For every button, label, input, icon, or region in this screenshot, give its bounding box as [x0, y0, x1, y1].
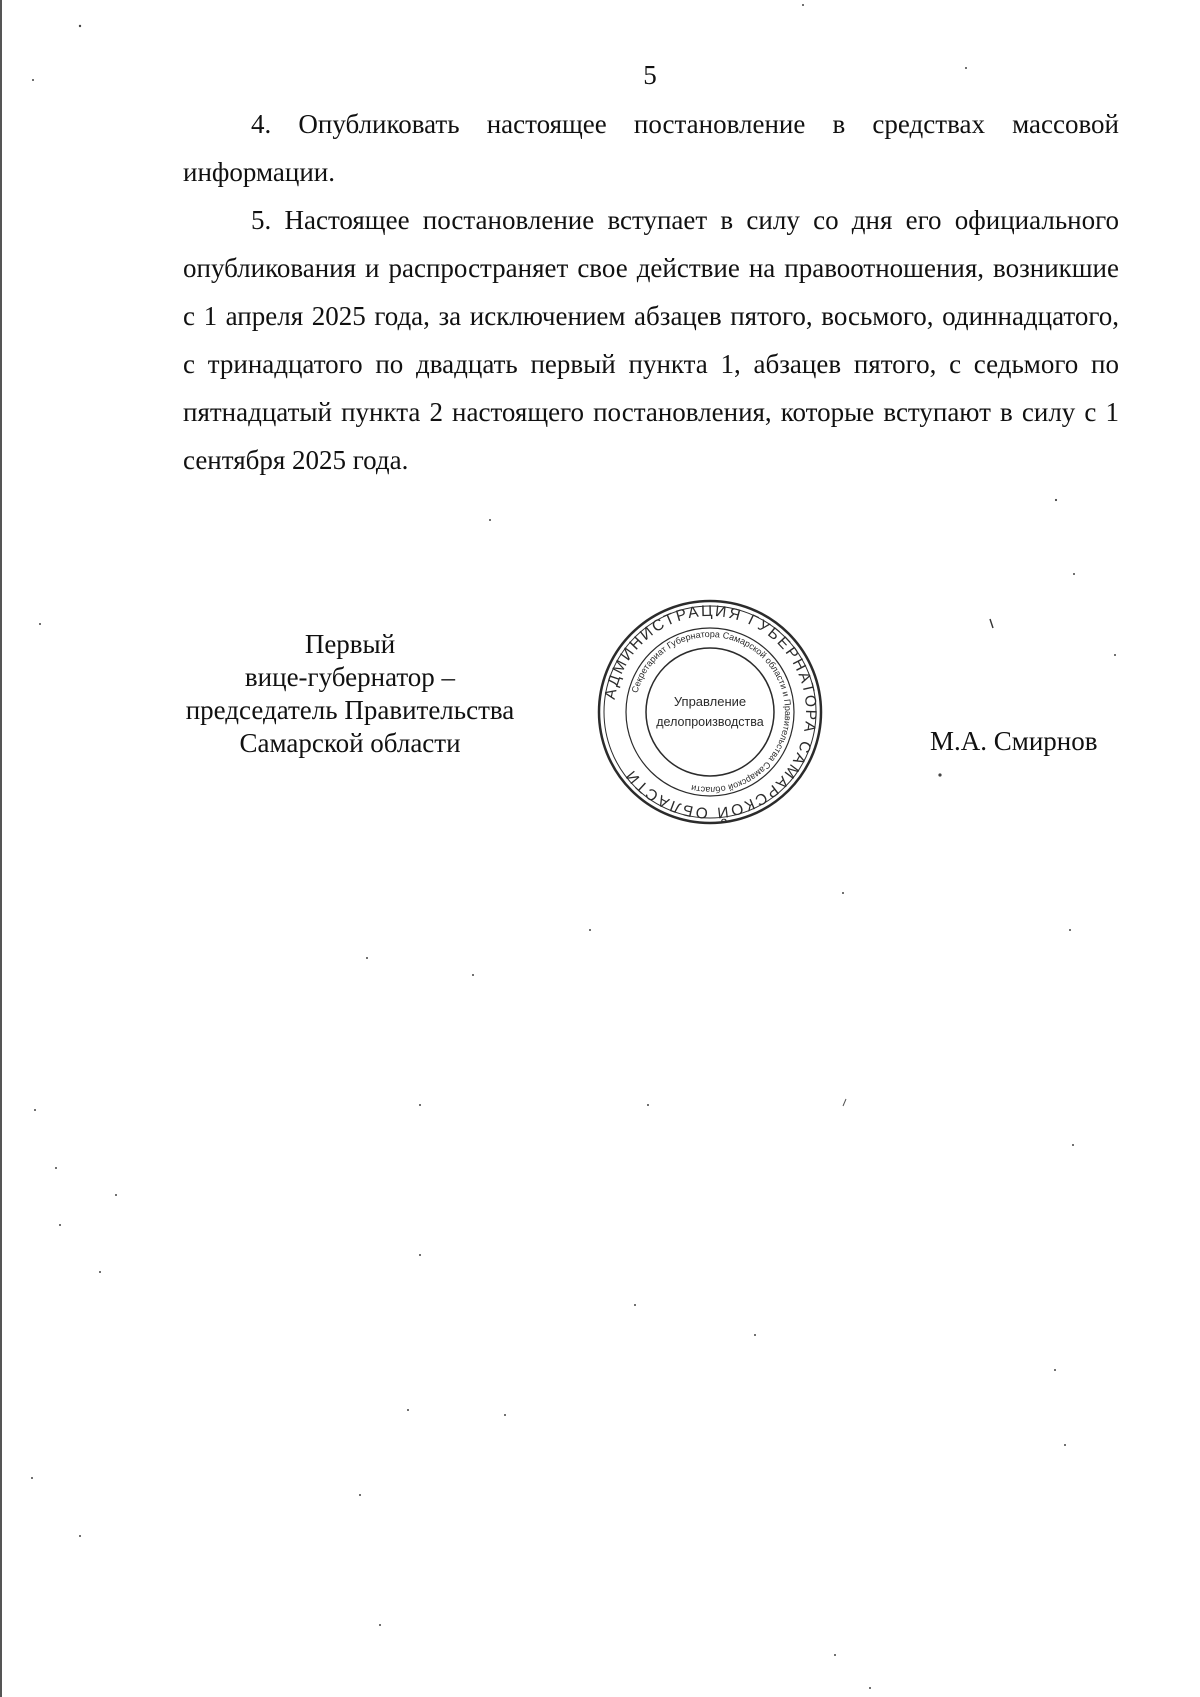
signer-name: М.А. Смирнов — [930, 726, 1098, 756]
paragraph-5: 5. Настоящее постановление вступает в силу со дня его официального опубликования и распространяет свое действие на правоотношения, возникшие с 1 апреля 2025 года, за исключением абзацев пятого, восьмого, одиннадцатого, с тринадцатого по двадцать первый пункта 1, абзацев пятого, с седьмого по пятнадцатый пункта 2 настоящего постановления, которые вступают в силу с 1 сентября 2025 года. — [183, 205, 1119, 475]
signer-title-line: Первый — [304, 629, 396, 659]
signer-title-line: председатель Правительства — [185, 695, 515, 725]
seal-center-line1: Управление — [673, 694, 747, 709]
seal-outer-text: АДМИНИСТРАЦИЯ ГУБЕРНАТОРА САМАРСКОЙ ОБЛАСТИ — [601, 602, 820, 822]
seal-inner-text: Секретариат Губернатора Самарской области и Правительства Самарской области — [629, 628, 794, 796]
paragraph-4: 4. Опубликовать настоящее постановление в средствах массовой информации. — [183, 109, 1119, 187]
page-number: 5 — [643, 60, 657, 90]
seal-center-line2: делопроизводства — [656, 715, 764, 729]
signer-title-line: Самарской области — [239, 728, 461, 758]
signer-title-line: вице-губернатор – — [244, 662, 456, 692]
